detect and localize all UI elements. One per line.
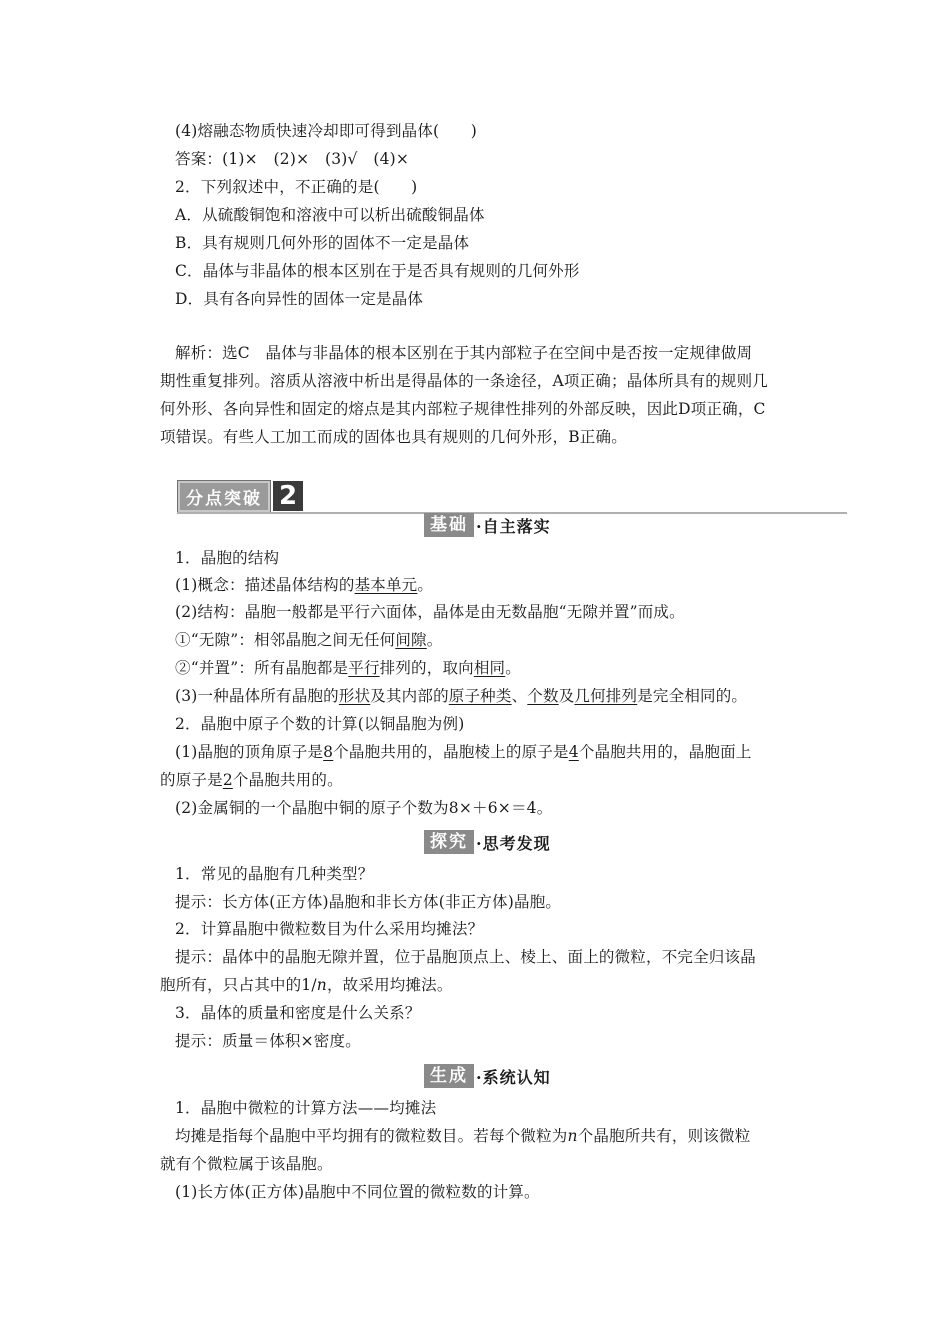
analysis-line-4: 项错误。有些人工加工而成的固体也具有规则的几何外形，B正确。 — [160, 428, 627, 446]
analysis-line-3: 何外形、各向异性和固定的熔点是其内部粒子规律性排列的外部反映，因此D项正确，C — [160, 400, 766, 418]
s1-line-7: 2．晶胞中原子个数的计算(以铜晶胞为例) — [175, 715, 465, 733]
analysis-line-2: 期性重复排列。溶质从溶液中析出是得晶体的一条途径，A项正确；晶体所具有的规则几 — [160, 372, 768, 390]
s3-line-3: 就有个微粒属于该晶胞。 — [160, 1155, 333, 1173]
s1-line-9: 的原子是2个晶胞共用的。 — [160, 771, 343, 789]
subheading-tag: 基础 — [424, 513, 474, 537]
question-2: 2．下列叙述中，不正确的是( ) — [175, 178, 418, 196]
s1-line-3: (2)结构：晶胞一般都是平行六面体，晶体是由无数晶胞“无隙并置”而成。 — [175, 603, 685, 621]
s3-line-4: (1)长方体(正方体)晶胞中不同位置的微粒数的计算。 — [175, 1183, 540, 1201]
s1-line-10: (2)金属铜的一个晶胞中铜的原子个数为8×＋6×＝4。 — [175, 799, 553, 817]
s1-line-5: ②“并置”：所有晶胞都是平行排列的，取向相同。 — [175, 659, 521, 677]
option-d: D．具有各向异性的固体一定是晶体 — [175, 290, 424, 308]
s1-line-2: (1)概念：描述晶体结构的基本单元。 — [175, 576, 434, 594]
s1-line-4: ①“无隙”：相邻晶胞之间无任何间隙。 — [175, 631, 443, 649]
subheading-generate — [424, 1063, 551, 1089]
option-c: C．晶体与非晶体的根本区别在于是否具有规则的几何外形 — [175, 262, 580, 280]
s1-line-1: 1．晶胞的结构 — [175, 549, 280, 567]
s2-line-6: 3．晶体的质量和密度是什么关系？ — [175, 1004, 421, 1022]
s2-line-7: 提示：质量＝体积×密度。 — [175, 1032, 361, 1050]
subheading-title: ·思考发现 — [476, 833, 551, 853]
option-b: B．具有规则几何外形的固体不一定是晶体 — [175, 234, 470, 252]
s2-line-4: 提示：晶体中的晶胞无隙并置，位于晶胞顶点上、棱上、面上的微粒，不完全归该晶 — [175, 948, 756, 966]
s1-line-8: (1)晶胞的顶角原子是8个晶胞共用的，晶胞棱上的原子是4个晶胞共用的，晶胞面上 — [175, 743, 752, 761]
question-4: (4)熔融态物质快速冷却即可得到晶体( ) — [175, 122, 477, 140]
subheading-title: ·自主落实 — [476, 516, 551, 536]
s3-line-1: 1．晶胞中微粒的计算方法——均摊法 — [175, 1099, 437, 1117]
s1-line-6: (3)一种晶体所有晶胞的形状及其内部的原子种类、个数及几何排列是完全相同的。 — [175, 687, 748, 705]
answer-line: 答案：(1)× (2)× (3)√ (4)× — [175, 150, 410, 168]
s3-line-2: 均摊是指每个晶胞中平均拥有的微粒数目。若每个微粒为n个晶胞所共有，则该微粒 — [175, 1127, 751, 1145]
s2-line-5: 胞所有，只占其中的1/n，故采用均摊法。 — [160, 976, 453, 994]
option-a: A．从硫酸铜饱和溶液中可以析出硫酸铜晶体 — [175, 206, 485, 224]
analysis-line-1: 解析：选C 晶体与非晶体的根本区别在于其内部粒子在空间中是否按一定规律做周 — [175, 344, 753, 362]
s2-line-3: 2．计算晶胞中微粒数目为什么采用均摊法？ — [175, 920, 484, 938]
subheading-title: ·系统认知 — [476, 1067, 551, 1087]
subheading-tag: 探究 — [424, 830, 474, 854]
subheading-basics — [424, 512, 551, 538]
banner-label: 分点突破 — [177, 480, 271, 513]
section-banner — [177, 480, 303, 512]
s2-line-1: 1．常见的晶胞有几种类型？ — [175, 865, 374, 883]
banner-number: 2 — [273, 481, 303, 511]
s2-line-2: 提示：长方体(正方体)晶胞和非长方体(非正方体)晶胞。 — [175, 893, 562, 911]
subheading-explore — [424, 829, 551, 855]
subheading-tag: 生成 — [424, 1064, 474, 1088]
